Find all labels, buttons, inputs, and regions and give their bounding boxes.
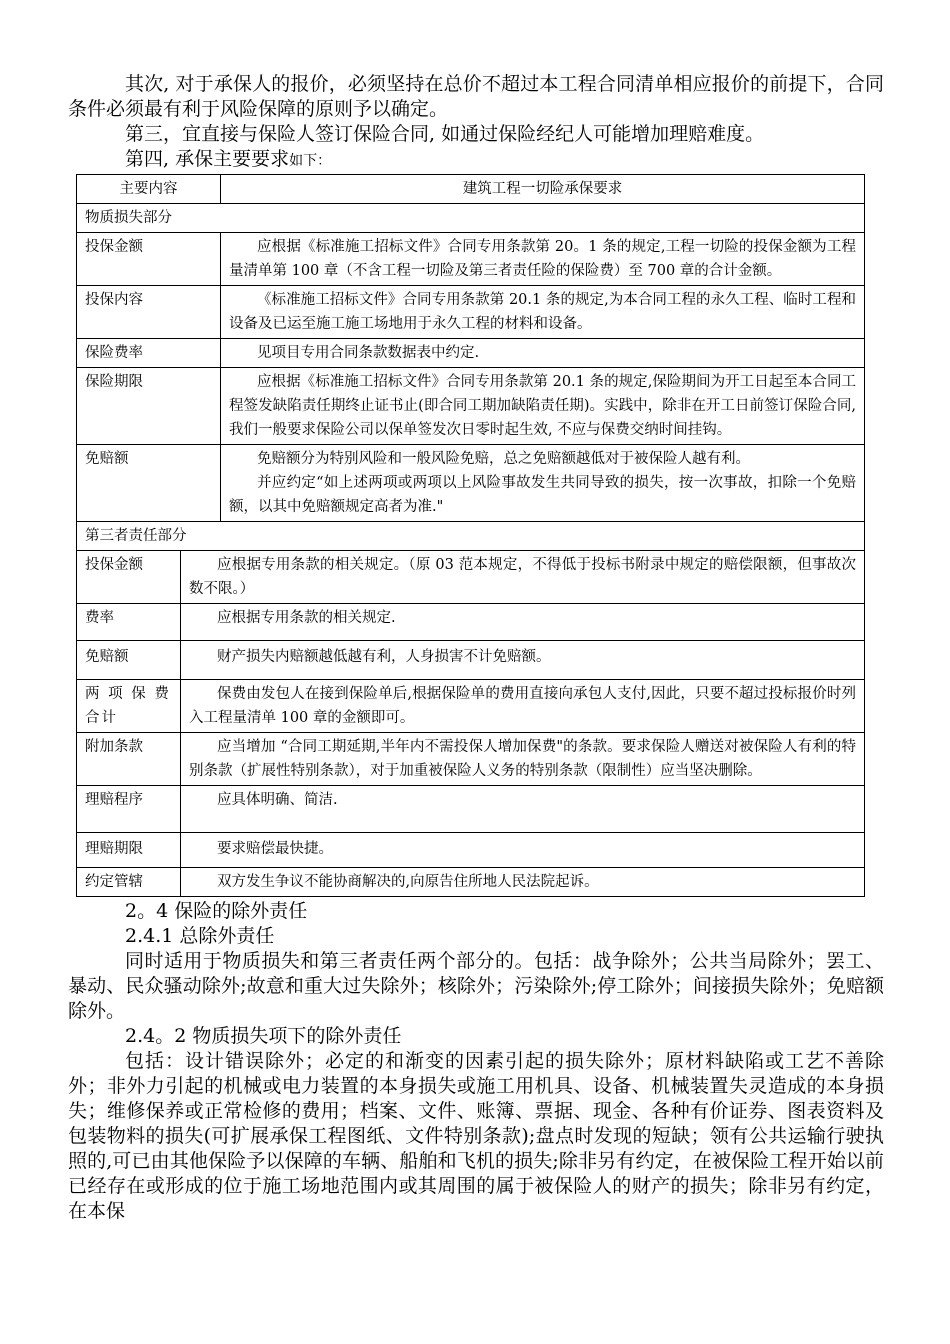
section-title-third-party: 第三者责任部分 [77, 522, 865, 551]
row-text [181, 551, 865, 604]
row-text-line: 应当增加 “合同工期延期,半年内不需投保人增加保费"的条款。要求保险人赠送对被保险人有利的特别条款（扩展性特别条款），对于加重被保险人义务的特别条款（限制性）应当坚决删除。 [189, 739, 856, 779]
row-label: 免赔额 [77, 445, 221, 522]
third-party-table [76, 550, 865, 897]
row-text-line: 免赔额分为特别风险和一般风险免赔，总之免赔额越低对于被保险人越有利。 [257, 451, 750, 467]
row-text [181, 680, 865, 733]
table-row [77, 551, 865, 604]
row-label: 附加条款 [77, 733, 181, 786]
table-row [77, 233, 865, 286]
row-text-line: 应根据《标准施工招标文件》合同专用条款第 20。1 条的规定,工程一切险的投保金额为工程量清单第 100 章（不含工程一切险及第三者责任险的保险费）至 700 章的合计金额。 [229, 239, 856, 279]
table-row [77, 786, 865, 833]
header-cell-content: 主要内容 [77, 175, 221, 204]
header-cell-requirements: 建筑工程一切险承保要求 [221, 175, 865, 204]
table-row [77, 339, 865, 368]
section-title-material: 物质损失部分 [77, 204, 865, 233]
row-text-line: 应根据专用条款的相关规定. [217, 610, 396, 626]
row-text-line: 应根据《标准施工招标文件》合同专用条款第 20.1 条的规定,保险期间为开工日起至本合同工程签发缺陷责任期终止证书止(即合同工期加缺陷责任期)。实践中，除非在开工日前签订保险合同, 我们一般要求保险公司以保单签发次日零时起生效, 不应与保费交纳时间挂钩。 [229, 374, 856, 438]
section-heading-2-4-2: 2.4。2 物质损失项下的除外责任 [125, 1025, 402, 1047]
row-text-line: 并应约定“如上述两项或两项以上风险事故发生共同导致的损失，按一次事故，扣除一个免赔额，以其中免赔额规定高者为准." [229, 475, 856, 515]
row-label: 约定管辖 [77, 868, 181, 897]
table-row [77, 445, 865, 522]
row-label: 理赔期限 [77, 833, 181, 868]
row-text [181, 604, 865, 641]
row-text-line: 双方发生争议不能协商解决的,向原告住所地人民法院起诉。 [217, 874, 599, 890]
row-label: 投保金额 [77, 233, 221, 286]
table-row [77, 286, 865, 339]
row-text [221, 286, 865, 339]
table-row [77, 833, 865, 868]
row-label: 投保内容 [77, 286, 221, 339]
table-row [77, 680, 865, 733]
row-text-line: 见项目专用合同条款数据表中约定. [257, 345, 480, 361]
row-label: 保险费率 [77, 339, 221, 368]
section-heading-2-4-1: 2.4.1 总除外责任 [125, 925, 275, 947]
row-text [221, 368, 865, 445]
row-label: 免赔额 [77, 641, 181, 680]
row-text [181, 833, 865, 868]
table-row [77, 733, 865, 786]
intro-paragraph-2: 第三，宜直接与保险人签订保险合同, 如通过保险经纪人可能增加理赔难度。 [125, 123, 765, 145]
table-header-row [77, 175, 865, 204]
intro-paragraph-3-suffix: 如下： [289, 153, 332, 169]
intro-paragraph-3-main: 第四, 承保主要要求 [125, 148, 290, 170]
row-text-line: 应根据专用条款的相关规定。（原 03 范本规定，不得低于投标书附录中规定的赔偿限额，但事故次数不限。） [189, 557, 856, 597]
intro-paragraph-1: 其次, 对于承保人的报价，必须坚持在总价不超过本工程合同清单相应报价的前提下，合同条件必须最有利于风险保障的原则予以确定。 [68, 73, 884, 120]
row-text-line: 财产损失内赔额越低越有利，人身损害不计免赔额。 [217, 649, 551, 665]
table-row [77, 368, 865, 445]
row-text [181, 641, 865, 680]
section-row-material [77, 204, 865, 233]
row-text-line: 应具体明确、简洁. [217, 792, 338, 808]
row-text [181, 868, 865, 897]
row-label: 理赔程序 [77, 786, 181, 833]
row-text-line: 保费由发包人在接到保险单后,根据保险单的费用直接向承包人支付,因此，只要不超过投标报价时列入工程量清单 100 章的金额即可。 [189, 686, 856, 726]
row-text [221, 445, 865, 522]
general-exclusions-paragraph: 同时适用于物质损失和第三者责任两个部分的。包括：战争除外；公共当局除外；罢工、暴动、民众骚动除外;故意和重大过失除外；核除外；污染除外;停工除外；间接损失除外；免赔额除外。 [68, 950, 884, 1022]
row-text [221, 339, 865, 368]
table-row [77, 641, 865, 680]
row-label: 保险期限 [77, 368, 221, 445]
table-row [77, 604, 865, 641]
row-text [221, 233, 865, 286]
requirements-table [76, 174, 865, 551]
document-page [68, 72, 884, 1224]
row-label: 投保金额 [77, 551, 181, 604]
row-label: 两 项 保 费合计 [77, 680, 181, 733]
row-label: 费率 [77, 604, 181, 641]
row-text [181, 733, 865, 786]
row-text [181, 786, 865, 833]
material-exclusions-paragraph: 包括：设计错误除外；必定的和渐变的因素引起的损失除外；原材料缺陷或工艺不善除外；非外力引起的机械或电力装置的本身损失或施工用机具、设备、机械装置失灵造成的本身损失；维修保养或正常检修的费用；档案、文件、账簿、票据、现金、各种有价证券、图表资料及包装物料的损失(可扩展承保工程图纸、文件特别条款);盘点时发现的短缺；领有公共运输行驶执照的,可已由其他保险予以保障的车辆、船舶和飞机的损失;除非另有约定，在被保险工程开始以前已经存在或形成的位于施工场地范围内或其周围的属于被保险人的财产的损失；除非另有约定，在本保 [68, 1050, 884, 1222]
section-row-third-party [77, 522, 865, 551]
row-text-line: 要求赔偿最快捷。 [217, 841, 333, 857]
table-row [77, 868, 865, 897]
row-text-line: 《标准施工招标文件》合同专用条款第 20.1 条的规定,为本合同工程的永久工程、临时工程和设备及已运至施工施工场地用于永久工程的材料和设备。 [229, 292, 856, 332]
section-heading-2-4: 2。4 保险的除外责任 [125, 900, 308, 922]
intro-paragraph-3 [68, 147, 884, 174]
